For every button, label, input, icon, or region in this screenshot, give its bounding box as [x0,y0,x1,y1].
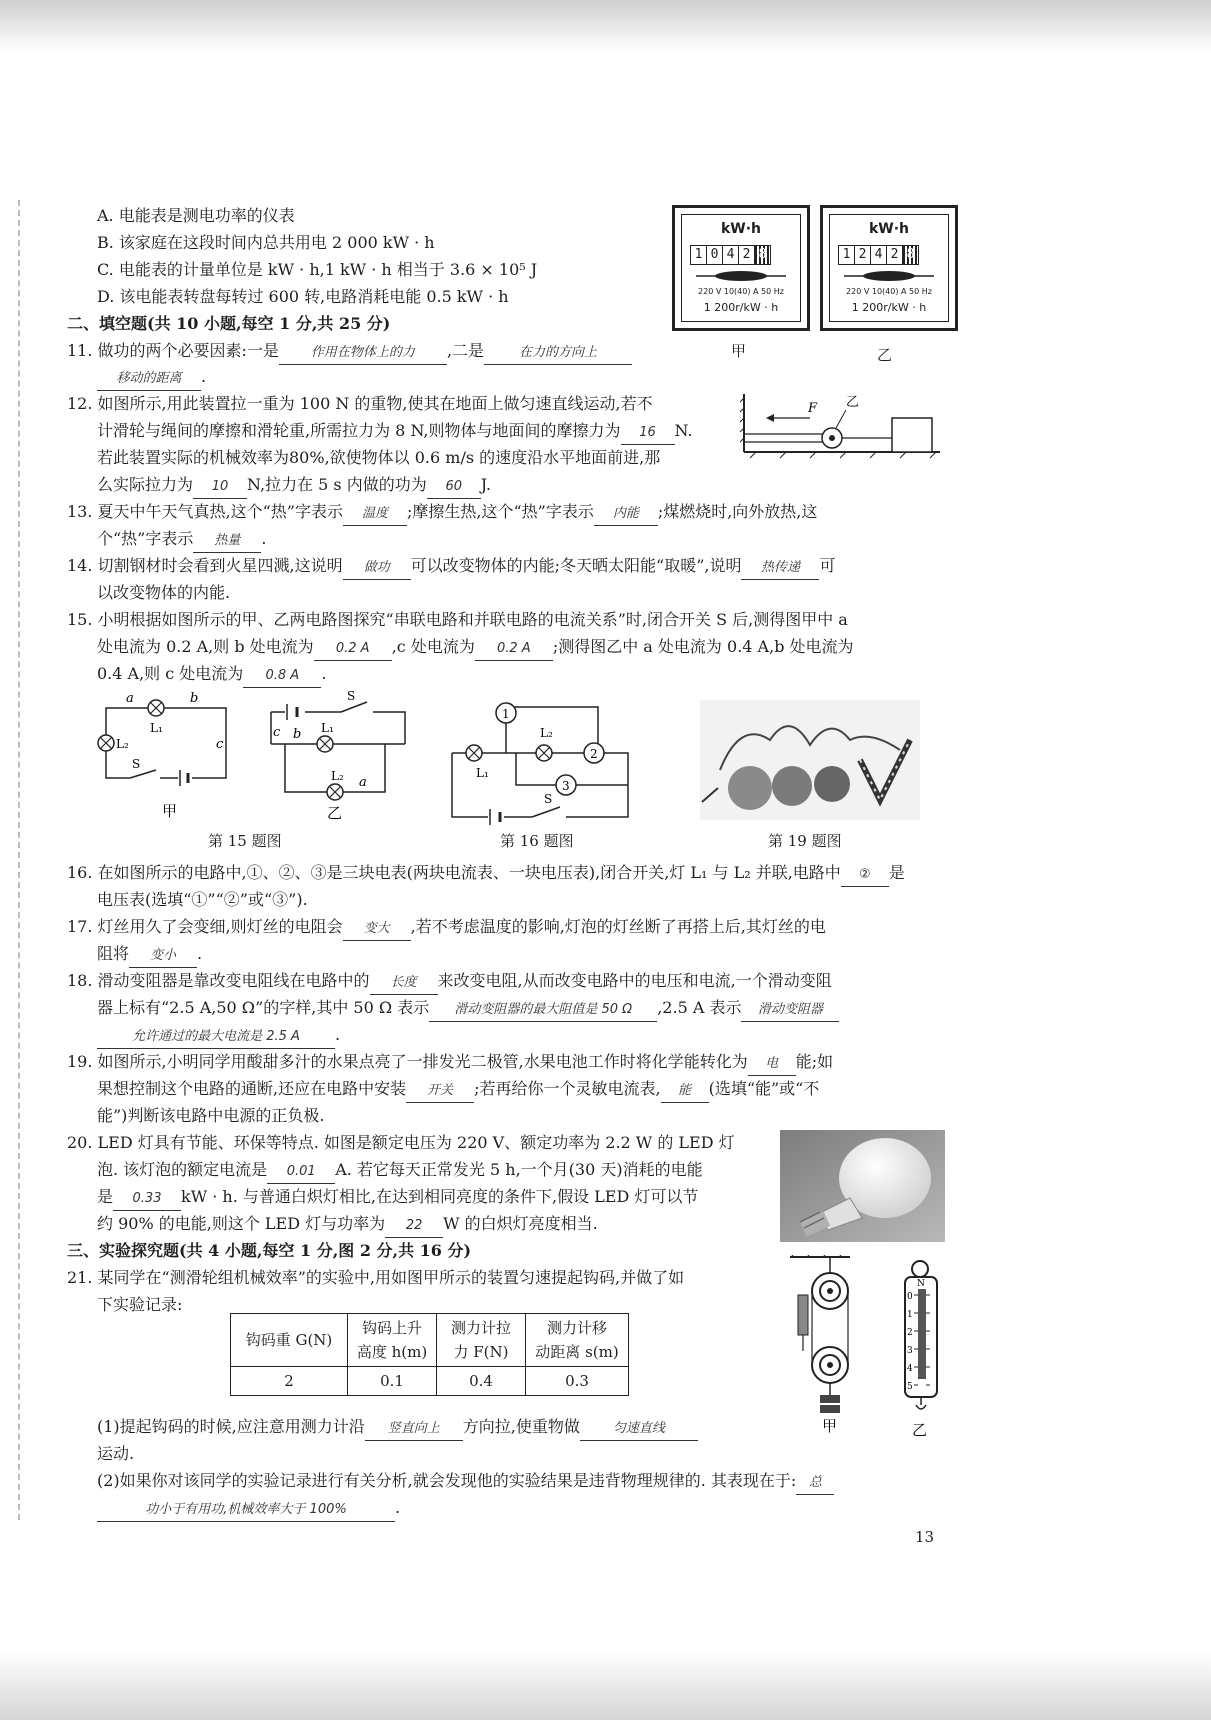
text: 么实际拉力为 [97,475,194,494]
text: 方向拉,使重物做 [462,1417,580,1436]
fruit-battery-photo [700,700,920,820]
q13-answer3: 热量 [193,530,261,553]
q18-answer2: 滑动变阻器的最大阻值是 50 Ω [429,999,657,1022]
text: 16. 在如图所示的电路中,①、②、③是三块电表(两块电流表、一块电压表),闭合开关,灯 L₁ 与 L₂ 并联,电路中 [67,863,841,882]
q19-line3: 能”)判断该电路中电源的正负极. [97,1106,325,1125]
digit: 1 [691,246,707,264]
header-text: 动距离 s(m) [535,1343,619,1361]
text: ,若不考虑温度的影响,灯泡的灯丝断了再搭上后,其灯丝的电 [410,917,826,936]
label-l2: L₂ [331,769,344,783]
q19-answer3: 能 [661,1080,709,1103]
q15-line2 [97,636,854,661]
q21-pulley-figure [790,1255,960,1450]
scale-mark: 4 [907,1364,913,1374]
text: 泡. 该灯泡的额定电流是 [97,1160,268,1179]
text: 是 [888,863,905,882]
q21-sub2-line1 [97,1470,834,1495]
q18-answer1: 长度 [370,972,438,995]
q20-line2 [97,1159,703,1184]
meter-digits [838,245,919,265]
table-header [437,1314,526,1367]
scale-mark: 3 [907,1346,913,1356]
q20-answer1: 0.01 [267,1161,335,1184]
meter-spec: 220 V 10(40) A 50 Hz [698,287,784,296]
label-yi: 乙 [327,804,343,822]
label-l1: L₁ [150,721,163,735]
led-bulb-photo [780,1130,945,1242]
caption-q16: 第 16 题图 [500,832,574,850]
page-number: 13 [915,1528,935,1546]
text: W 的白炽灯亮度相当. [443,1214,598,1233]
digit: 8 [903,246,918,264]
table-cell: 2 [231,1367,348,1396]
text: 18. 滑动变阻器是靠改变电阻线在电路中的 [67,971,370,990]
q21-answer3: 总 [796,1472,834,1495]
text: 器上标有“2.5 A,50 Ω”的字样,其中 50 Ω 表示 [97,998,430,1017]
q19-line1 [67,1051,833,1076]
meter-unit: kW·h [720,221,762,237]
text: ;煤燃烧时,向外放热,这 [657,502,818,521]
text: A. 若它每天正常发光 5 h,一个月(30 天)消耗的电能 [335,1160,703,1179]
bottom-shadow [0,1652,1211,1720]
label-c: c [216,737,224,752]
q12-answer2: 10 [193,476,247,499]
scale-mark: 1 [907,1310,913,1320]
q21-line1: 21. 某同学在“测滑轮组机械效率”的实验中,用如图甲所示的装置匀速提起钩码,并做了如 [67,1268,685,1287]
text: 阻将 [97,944,130,963]
q13-answer1: 温度 [343,503,407,526]
scale-mark: 2 [907,1328,913,1338]
q11-answer2-cont: 移动的距离 [97,368,201,391]
q11-line1 [67,340,632,365]
electric-meter-yi [820,205,958,331]
meter-disc-icon [696,269,786,283]
label-l1: L₁ [476,766,489,780]
meter-1-label: 1 [502,707,510,721]
q19-answer2: 开关 [406,1080,474,1103]
text: . [321,664,327,683]
q18-line2 [97,997,839,1022]
table-cell: 0.4 [437,1367,526,1396]
digit: 1 [839,246,855,264]
q20-line3 [97,1186,698,1211]
q14-line1 [67,555,835,580]
label-l2: L₂ [116,737,129,751]
scale-mark: 5 [907,1382,913,1392]
header-text: 钩码重 G(N) [245,1331,333,1349]
q21-sub1-line2: 运动. [97,1444,135,1463]
q15-circuit-jia [92,690,242,820]
q17-answer1: 变大 [343,918,411,941]
q21-answer2: 匀速直线 [580,1418,698,1441]
digit: 2 [887,246,903,264]
q16-line2: 电压表(选填“①”“②”或“③”). [97,890,308,909]
text: 个“热”字表示 [97,529,194,548]
q12-line1: 12. 如图所示,用此装置拉一重为 100 N 的重物,使其在地面上做匀速直线运动,若不 [67,394,653,413]
text: (1)提起钩码的时候,应注意用测力计沿 [97,1417,365,1436]
label-c: c [273,725,281,740]
q17-line2 [97,943,202,968]
q17-answer2: 变小 [129,945,197,968]
meter-3-label: 3 [562,779,570,793]
meter-label-yi: 乙 [877,346,893,364]
header-text: 钩码上升 [361,1319,422,1337]
q12-line4 [97,474,491,499]
q21-fig-jia: 甲 [822,1417,838,1435]
q18-line1 [67,970,832,995]
table-row [231,1367,629,1396]
text: kW · h. 与普通白炽灯相比,在达到相同亮度的条件下,假设 LED 灯可以节 [181,1187,699,1206]
q12-fig-f: F [808,401,818,416]
q18-answer3: 滑动变阻器 [741,999,839,1022]
text: N,拉力在 5 s 内做的功为 [247,475,427,494]
header-text: 力 F(N) [453,1343,509,1361]
top-shadow [0,0,1211,52]
q18-answer3-cont: 允许通过的最大电流是 2.5 A [97,1026,335,1049]
q19-line2 [97,1078,819,1103]
q20-answer3: 22 [385,1215,443,1238]
q15-line3 [97,663,326,688]
q15-circuit-yi [265,688,415,823]
text: 13. 夏天中午天气真热,这个“热”字表示 [67,502,343,521]
text: ;若再给你一个灵敏电流表, [474,1079,661,1098]
q12-line3: 若此装置实际的机械效率为80%,欲使物体以 0.6 m/s 的速度沿水平地面前进,那 [97,448,661,467]
table-header [231,1314,348,1367]
q19-answer1: 电 [748,1053,796,1076]
label-l1: L₁ [321,721,334,735]
table-cell: 0.3 [526,1367,629,1396]
scale-unit: N [917,1279,925,1289]
q11-answer2: 在力的方向上 [484,342,632,365]
q13-line1 [67,501,817,526]
section-2-heading: 二、填空题(共 10 小题,每空 1 分,共 25 分) [67,314,391,333]
caption-q15: 第 15 题图 [208,832,282,850]
text: 14. 切割钢材时会看到火星四溅,这说明 [67,556,343,575]
table-row [231,1314,629,1367]
text: 处电流为 0.2 A,则 b 处电流为 [97,637,314,656]
q21-fig-yi: 乙 [912,1421,928,1439]
option-c: C. 电能表的计量单位是 kW · h,1 kW · h 相当于 3.6 × 10⁵ J [97,260,538,279]
q12-pulley-figure [740,392,940,462]
q21-sub2-line2 [97,1497,400,1522]
header-text: 测力计移 [546,1319,607,1337]
text: . [201,367,207,386]
q14-line2: 以改变物体的内能. [97,583,231,602]
text: ;摩擦生热,这个“热”字表示 [406,502,594,521]
meter-unit: kW·h [868,221,910,237]
q14-answer2: 热传递 [741,557,819,580]
text: 能;如 [795,1052,834,1071]
meter-spec: 220 V 10(40) A 50 Hz [846,287,932,296]
label-jia: 甲 [162,802,178,820]
text: . [335,1025,341,1044]
electric-meter-jia [672,205,810,331]
label-b: b [190,691,199,706]
text: 0.4 A,则 c 处电流为 [97,664,244,683]
q16-answer1: ② [841,864,889,887]
option-b: B. 该家庭在这段时间内总共用电 2 000 kW · h [97,233,435,252]
digit: 0 [707,246,723,264]
meter-label-jia: 甲 [731,342,747,360]
text: 果想控制这个电路的通断,还应在电路中安装 [97,1079,407,1098]
digit: 2 [739,246,755,264]
q21-answer3-cont: 功小于有用功,机械效率大于 100% [97,1499,395,1522]
table-header [526,1314,629,1367]
header-text: 高度 h(m) [356,1343,428,1361]
digit: 4 [871,246,887,264]
q17-line1 [67,916,826,941]
header-text: 测力计拉 [450,1319,511,1337]
option-a: A. 电能表是测电功率的仪表 [97,206,295,225]
meter-2-label: 2 [590,747,598,761]
text: (2)如果你对该同学的实验记录进行有关分析,就会发现他的实验结果是违背物理规律的. 其表现在于: [97,1471,797,1490]
text: 19. 如图所示,小明同学用酸甜多汁的水果点亮了一排发光二极管,水果电池工作时将化学能转化为 [67,1052,748,1071]
q13-line2 [97,528,266,553]
q15-answer2: 0.2 A [475,638,553,661]
text: 可以改变物体的内能;冬天晒太阳能“取暖”,说明 [410,556,742,575]
section-3-heading: 三、实验探究题(共 4 小题,每空 1 分,图 2 分,共 16 分) [67,1241,472,1260]
text: . [395,1498,401,1517]
q20-answer2: 0.33 [113,1188,181,1211]
q12-fig-yi: 乙 [846,395,860,410]
text: ;测得图乙中 a 处电流为 0.4 A,b 处电流为 [552,637,854,656]
label-l2: L₂ [540,726,553,740]
q15-answer3: 0.8 A [243,665,321,688]
q15-line1: 15. 小明根据如图所示的甲、乙两电路图探究“串联电路和并联电路的电流关系”时,闭合开关 S 后,测得图甲中 a [67,610,848,629]
text: 可 [819,556,836,575]
q21-line2: 下实验记录: [97,1295,183,1314]
label-b: b [293,727,302,742]
text: (选填“能”或“不 [708,1079,820,1098]
q15-answer1: 0.2 A [314,638,392,661]
meter-digits [690,245,771,265]
text: 17. 灯丝用久了会变细,则灯丝的电阻会 [67,917,343,936]
q14-answer1: 做功 [343,557,411,580]
text: 来改变电阻,从而改变电路中的电压和电流,一个滑动变阻 [437,971,832,990]
label-s: S [132,757,141,771]
q20-line1: 20. LED 灯具有节能、环保等特点. 如图是额定电压为 220 V、额定功率为 2.2 W 的 LED 灯 [67,1133,735,1152]
text: ,2.5 A 表示 [657,998,742,1017]
q12-line2 [97,420,693,445]
binding-dashed-line [18,200,20,1520]
text: 计滑轮与绳间的摩擦和滑轮重,所需拉力为 8 N,则物体与地面间的摩擦力为 [97,421,621,440]
q20-line4 [97,1213,598,1238]
label-a: a [126,691,134,706]
q21-answer1: 竖直向上 [365,1418,463,1441]
digit: 4 [723,246,739,264]
scale-mark: 0 [907,1292,913,1302]
text: 11. 做功的两个必要因素:一是 [67,341,279,360]
q21-sub1-line1 [97,1416,698,1441]
q12-answer3: 60 [427,476,481,499]
q18-line3 [97,1024,340,1049]
table-cell: 0.1 [348,1367,437,1396]
q11-line2 [97,366,206,391]
q16-line1 [67,862,905,887]
label-s: S [544,792,553,806]
label-s: S [347,689,356,703]
text: . [261,529,267,548]
text: 约 90% 的电能,则这个 LED 灯与功率为 [97,1214,386,1233]
text: J. [480,475,491,494]
option-d: D. 该电能表转盘每转过 600 转,电路消耗电能 0.5 kW · h [97,287,509,306]
label-a: a [359,775,367,790]
meter-rate: 1 200r/kW · h [703,301,779,314]
table-header [348,1314,437,1367]
q12-answer1: 16 [621,422,675,445]
text: ,二是 [446,341,485,360]
caption-q19: 第 19 题图 [768,832,842,850]
digit: 2 [855,246,871,264]
experiment-table [230,1313,629,1396]
text: . [197,944,203,963]
meter-rate: 1 200r/kW · h [851,301,927,314]
q11-answer1: 作用在物体上的力 [279,342,447,365]
q13-answer2: 内能 [594,503,658,526]
meter-disc-icon [844,269,934,283]
text: N. [674,421,693,440]
q16-circuit [448,695,633,825]
text: 是 [97,1187,114,1206]
text: ,c 处电流为 [391,637,475,656]
digit: 8 [755,246,770,264]
